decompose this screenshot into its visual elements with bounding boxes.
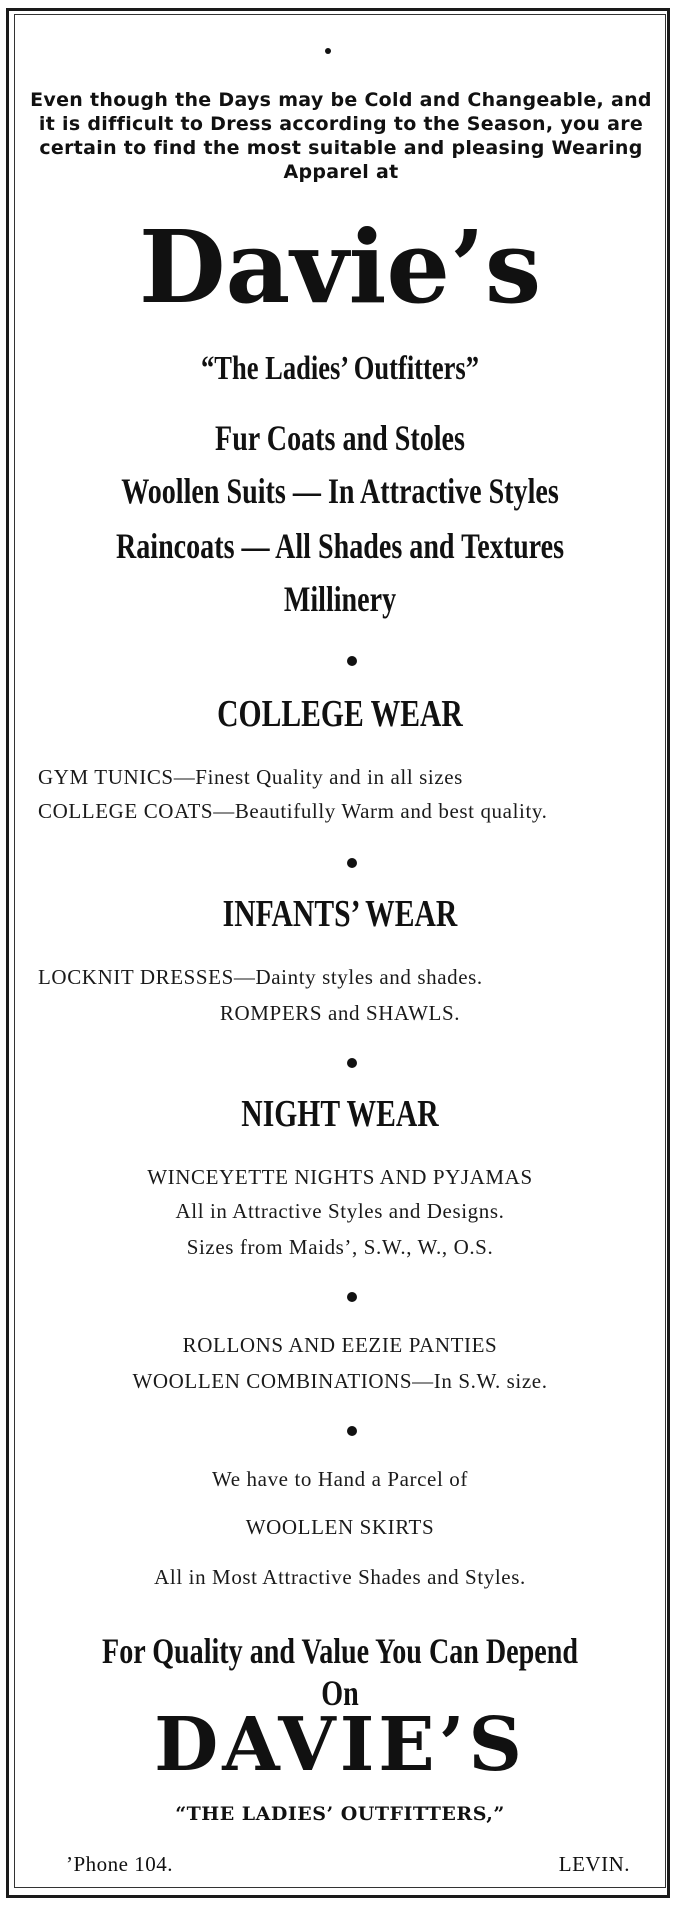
featured-line: Woollen Suits — In Attractive Styles (121, 471, 559, 511)
advertisement (20, 20, 660, 1886)
underwear-item-2: WOOLLEN COMBINATIONS—In S.W. size. (132, 1369, 548, 1393)
tagline-bottom: “THE LADIES’ OUTFITTERS,” (175, 1803, 505, 1825)
skirts-item-1: We have to Hand a Parcel of (212, 1467, 468, 1491)
skirts-item-3: All in Most Attractive Shades and Styles. (154, 1565, 526, 1589)
quality-line: For Quality and Value You Can Depend On (102, 1631, 578, 1713)
infants-heading-wrap (20, 892, 660, 936)
separator-dot (347, 1058, 357, 1068)
college-item-2: COLLEGE COATS—Beautifully Warm and best quality. (38, 799, 548, 823)
section-heading: COLLEGE WEAR (217, 693, 463, 735)
section-heading: INFANTS’ WEAR (222, 893, 458, 935)
section-heading: NIGHT WEAR (241, 1093, 439, 1135)
night-item-3: Sizes from Maids’, S.W., W., O.S. (186, 1235, 494, 1259)
college-heading-wrap (20, 692, 660, 736)
separator-dot (347, 656, 357, 666)
night-item-1: WINCEYETTE NIGHTS AND PYJAMAS (147, 1165, 533, 1189)
featured-line: Raincoats — All Shades and Textures (115, 526, 565, 566)
night-item-2: All in Attractive Styles and Designs. (175, 1199, 505, 1223)
separator-dot (347, 858, 357, 868)
college-item-1: GYM TUNICS—Finest Quality and in all sizes (38, 765, 463, 789)
intro-paragraph: Even though the Days may be Cold and Changeable, and it is difficult to Dress according to the Season, you are certain to find the most suitable and pleasing Wearing Apparel at (30, 89, 652, 183)
brand-title: Davie’s (138, 208, 542, 326)
infants-item-1: LOCKNIT DRESSES—Dainty styles and shades. (38, 965, 483, 989)
featured-line: Fur Coats and Stoles (215, 418, 465, 458)
separator-dot (347, 1292, 357, 1302)
ornament-dot (325, 48, 331, 54)
brand-title-bottom: DAVIE’S (154, 1702, 526, 1788)
night-heading-wrap (20, 1092, 660, 1136)
featured-line-3-wrap (20, 525, 660, 567)
skirts-item-2: WOOLLEN SKIRTS (245, 1515, 435, 1539)
tagline: “The Ladies’ Outfitters” (201, 350, 479, 387)
town-name: LEVIN. (558, 1852, 630, 1876)
featured-line-1-wrap (20, 417, 660, 459)
underwear-item-1: ROLLONS AND EEZIE PANTIES (182, 1333, 498, 1357)
tagline-wrap (20, 350, 660, 388)
separator-dot (347, 1426, 357, 1436)
featured-line-4-wrap (20, 578, 660, 620)
phone-number: ’Phone 104. (66, 1852, 173, 1876)
featured-line-2-wrap (20, 470, 660, 512)
featured-line: Millinery (283, 579, 397, 619)
infants-item-2: ROMPERS and SHAWLS. (219, 1001, 461, 1025)
